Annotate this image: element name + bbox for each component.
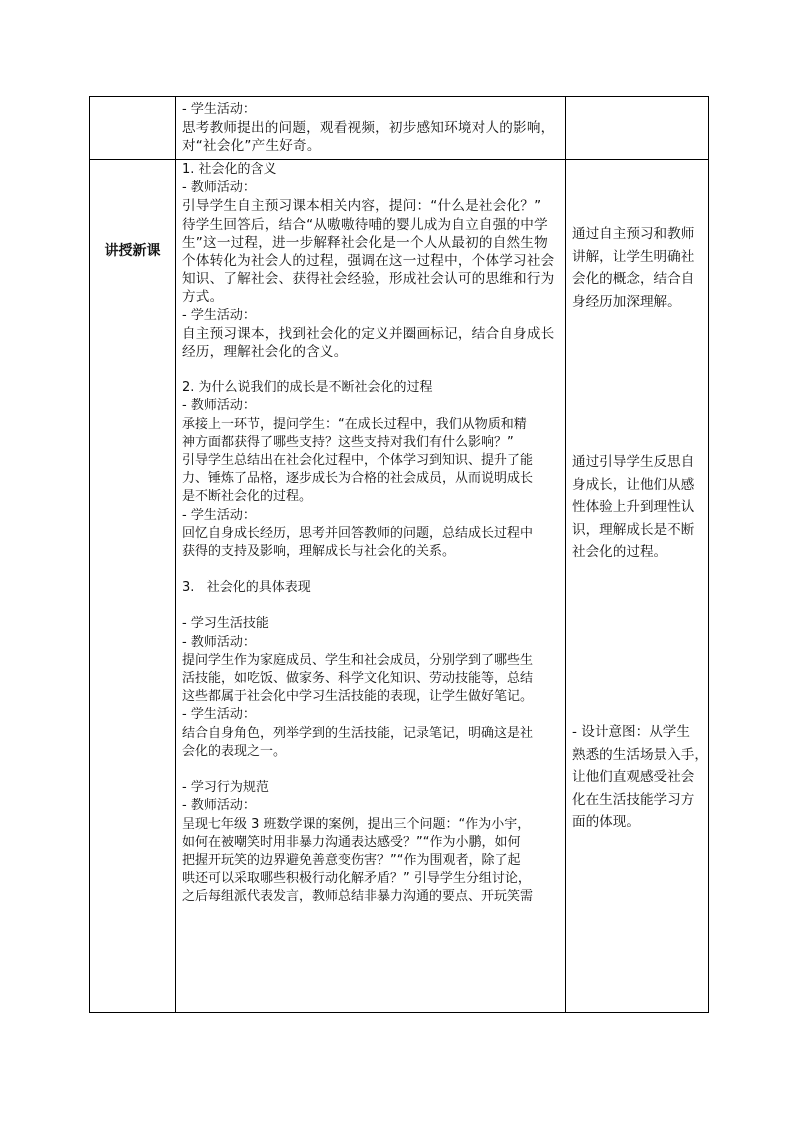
sub-heading: - 学习生活技能 bbox=[182, 616, 269, 632]
text-line: 身经历加深理解。 bbox=[572, 293, 681, 310]
text-line: - 教师活动： bbox=[182, 634, 256, 650]
text-line: 识，理解成长是不断 bbox=[572, 521, 695, 538]
design-note-1 bbox=[572, 223, 704, 313]
section-life-skills bbox=[182, 615, 562, 761]
text-line: 个体转化为社会人的过程，强调在这一过程中，个体学习社会 bbox=[182, 253, 555, 270]
text-line: 身成长，让他们从感 bbox=[572, 476, 695, 493]
stage-label: 讲授新课 bbox=[104, 243, 161, 259]
text-line: 熟悉的生活场景入手， bbox=[572, 746, 708, 763]
section-heading: 2. 为什么说我们的成长是不断社会化的过程 bbox=[182, 380, 433, 396]
row1-content bbox=[182, 101, 562, 156]
text-line: 待学生回答后，结合“从嗷嗷待哺的婴儿成为自立自强的中学 bbox=[182, 216, 548, 233]
text-line: 性体验上升到理性认 bbox=[572, 499, 695, 515]
column-divider-2 bbox=[565, 97, 566, 1012]
text-line: 社会化的过程。 bbox=[572, 544, 668, 560]
section-heading: 3. 社会化的具体表现 bbox=[182, 580, 311, 596]
text-line: 讲解，让学生明确社 bbox=[572, 248, 695, 265]
text-line: - 设计意图：从学生 bbox=[572, 724, 690, 740]
text-line: 化在生活技能学习方 bbox=[572, 791, 695, 808]
text-line: - 教师活动： bbox=[182, 180, 256, 196]
text-line: 结合自身角色，列举学到的生活技能，记录笔记，明确这是社 bbox=[182, 725, 534, 741]
section-heading: 1. 社会化的含义 bbox=[182, 162, 277, 177]
text-line: 活技能，如吃饭、做家务、科学文化知识、劳动技能等，总结 bbox=[182, 671, 534, 687]
text-line: 如何在被嘲笑时用非暴力沟通表达感受？”“作为小鹏，如何 bbox=[182, 834, 521, 850]
section-growth bbox=[182, 379, 562, 561]
text-line: - 学生活动： bbox=[182, 307, 256, 323]
text-line: 承接上一环节，提问学生：“在成长过程中，我们从物质和精 bbox=[182, 416, 527, 432]
lesson-plan-table bbox=[89, 96, 709, 1013]
design-note-2 bbox=[572, 451, 704, 564]
text-line: 面的体现。 bbox=[572, 814, 640, 830]
section-meaning bbox=[182, 161, 562, 361]
text-line: 生”这一过程，进一步解释社会化是一个人从最初的自然生物 bbox=[182, 234, 548, 251]
text-line: - 教师活动： bbox=[182, 398, 256, 414]
text-line: 获得的支持及影响，理解成长与社会化的关系。 bbox=[182, 544, 456, 560]
text-line: - 学生活动： bbox=[182, 507, 256, 523]
column-divider-1 bbox=[175, 97, 176, 1012]
text-line: 知识、了解社会、获得社会经验，形成社会认可的思维和行为 bbox=[182, 271, 555, 288]
text-line: 对“社会化”产生好奇。 bbox=[182, 138, 321, 155]
text-line: 力、锤炼了品格，逐步成长为合格的社会成员，从而说明成长 bbox=[182, 471, 534, 487]
row-divider bbox=[90, 159, 708, 160]
text-line: 经历，理解社会化的含义。 bbox=[182, 344, 348, 361]
text-line: 思考教师提出的问题，观看视频，初步感知环境对人的影响， bbox=[182, 120, 555, 137]
text-line: 自主预习课本，找到社会化的定义并圈画标记，结合自身成长 bbox=[182, 325, 555, 342]
text-line: 会化的概念，结合自 bbox=[572, 271, 695, 287]
text-line: 提问学生作为家庭成员、学生和社会成员，分别学到了哪些生 bbox=[182, 652, 534, 668]
design-note-3 bbox=[572, 721, 708, 834]
text-line: 是不断社会化的过程。 bbox=[182, 489, 313, 505]
text-line: 哄还可以采取哪些积极行动化解矛盾？” 引导学生分组讨论， bbox=[182, 871, 531, 887]
text-line: 这些都属于社会化中学习生活技能的表现，让学生做好笔记。 bbox=[182, 689, 534, 705]
text-line: 引导学生总结出在社会化过程中，个体学习到知识、提升了能 bbox=[182, 453, 534, 469]
text-line: 神方面都获得了哪些支持？这些支持对我们有什么影响？” bbox=[182, 434, 514, 450]
text-line: 方式。 bbox=[182, 289, 224, 306]
text-line: 会化的表现之一。 bbox=[182, 743, 287, 759]
section-behavior-norms bbox=[182, 779, 562, 906]
text-line: - 学生活动： bbox=[182, 707, 256, 723]
text-line: 让他们直观感受社会 bbox=[572, 769, 695, 785]
text-line: 呈现七年级 3 班数学课的案例，提出三个问题：“作为小宇， bbox=[182, 816, 531, 832]
text-line: 之后每组派代表发言，教师总结非暴力沟通的要点、开玩笑需 bbox=[182, 889, 534, 905]
text-line: 通过自主预习和教师 bbox=[572, 226, 695, 242]
row2-content bbox=[182, 161, 562, 907]
text-line: 引导学生自主预习课本相关内容，提问：“什么是社会化？” bbox=[182, 198, 542, 215]
text-line: 把握开玩笑的边界避免善意变伤害？”“作为围观者，除了起 bbox=[182, 852, 521, 868]
text-line: 回忆自身成长经历，思考并回答教师的问题，总结成长过程中 bbox=[182, 525, 534, 541]
sub-heading: - 学习行为规范 bbox=[182, 780, 269, 796]
text-line: - 学生活动： bbox=[182, 102, 256, 117]
text-line: - 教师活动： bbox=[182, 798, 256, 814]
text-line: 通过引导学生反思自 bbox=[572, 454, 695, 470]
